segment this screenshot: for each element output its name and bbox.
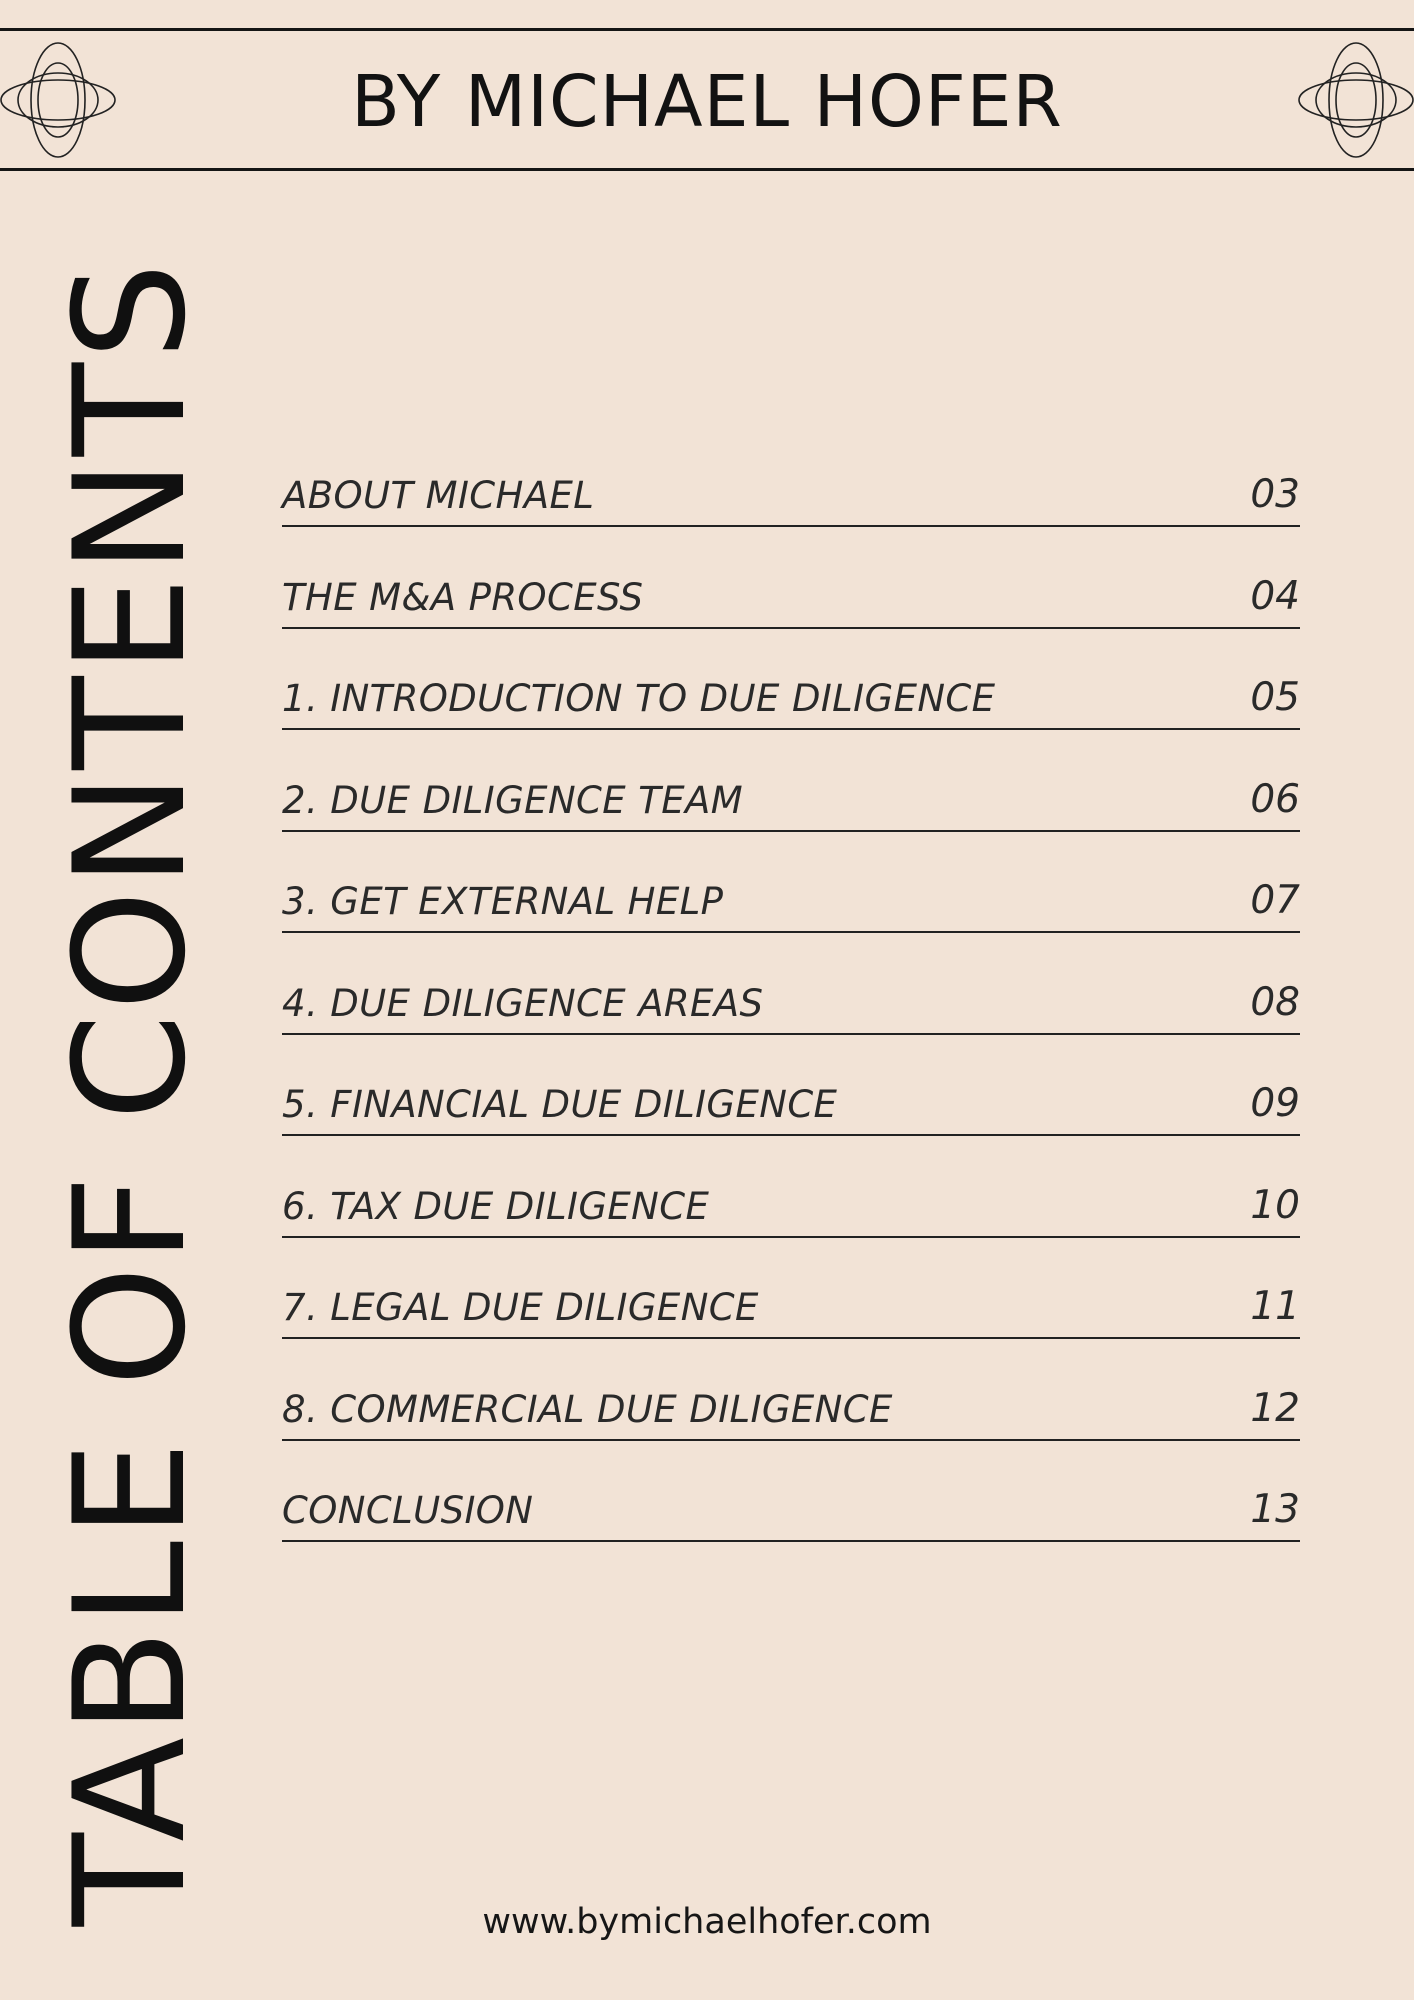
toc-item-page-number: 12	[1250, 1385, 1300, 1431]
toc-item[interactable]	[282, 458, 1300, 560]
toc-item[interactable]	[282, 1169, 1300, 1271]
toc-item-label: ABOUT MICHAEL	[282, 474, 595, 517]
header-title: BY MICHAEL HOFER	[351, 60, 1063, 143]
vertical-title-container	[42, 228, 220, 1958]
toc-item-page-number: 11	[1250, 1284, 1300, 1329]
toc-item[interactable]	[282, 661, 1300, 763]
toc-item-label: 2. DUE DILIGENCE TEAM	[282, 778, 744, 822]
toc-item-rule	[282, 1033, 1300, 1035]
toc-item-rule	[282, 1337, 1300, 1339]
toc-item[interactable]	[282, 560, 1300, 662]
toc-item[interactable]	[282, 1372, 1300, 1474]
toc-item-label: 4. DUE DILIGENCE AREAS	[282, 981, 764, 1025]
toc-item-rule	[282, 525, 1300, 527]
toc-item-page-number: 04	[1250, 573, 1300, 619]
toc-list	[282, 458, 1300, 1575]
toc-item-rule	[282, 1236, 1300, 1238]
toc-item-rule	[282, 1540, 1300, 1542]
toc-item-label: 5. FINANCIAL DUE DILIGENCE	[282, 1083, 838, 1126]
header-bottom-rule	[0, 168, 1414, 171]
toc-item[interactable]	[282, 1473, 1300, 1575]
toc-item[interactable]	[282, 864, 1300, 966]
toc-item-label: 8. COMMERCIAL DUE DILIGENCE	[282, 1387, 893, 1431]
toc-item-page-number: 10	[1250, 1182, 1300, 1228]
toc-item-rule	[282, 830, 1300, 832]
header-top-rule	[0, 28, 1414, 31]
toc-item-page-number: 13	[1250, 1487, 1300, 1532]
toc-item-rule	[282, 931, 1300, 933]
toc-item-rule	[282, 1134, 1300, 1136]
toc-item[interactable]	[282, 763, 1300, 865]
toc-item-rule	[282, 728, 1300, 730]
toc-item[interactable]	[282, 1270, 1300, 1372]
toc-item-rule	[282, 627, 1300, 629]
toc-item-page-number: 03	[1250, 472, 1300, 517]
table-of-contents-title: TABLE OF CONTENTS	[42, 259, 220, 1927]
toc-item-label: 3. GET EXTERNAL HELP	[282, 880, 724, 923]
toc-item-label: 6. TAX DUE DILIGENCE	[282, 1184, 710, 1228]
toc-item-label: THE M&A PROCESS	[282, 575, 644, 619]
toc-item-label: 7. LEGAL DUE DILIGENCE	[282, 1286, 759, 1329]
toc-item[interactable]	[282, 966, 1300, 1068]
toc-item-page-number: 05	[1250, 675, 1300, 720]
toc-item-rule	[282, 1439, 1300, 1441]
toc-item[interactable]	[282, 1067, 1300, 1169]
toc-item-page-number: 09	[1250, 1081, 1300, 1126]
toc-item-page-number: 06	[1250, 776, 1300, 822]
toc-item-page-number: 07	[1250, 878, 1300, 923]
website-link[interactable]: www.bymichaelhofer.com	[482, 1902, 932, 1942]
toc-item-label: 1. INTRODUCTION TO DUE DILIGENCE	[282, 677, 996, 720]
toc-item-label: CONCLUSION	[282, 1489, 534, 1532]
toc-item-page-number: 08	[1250, 979, 1300, 1025]
